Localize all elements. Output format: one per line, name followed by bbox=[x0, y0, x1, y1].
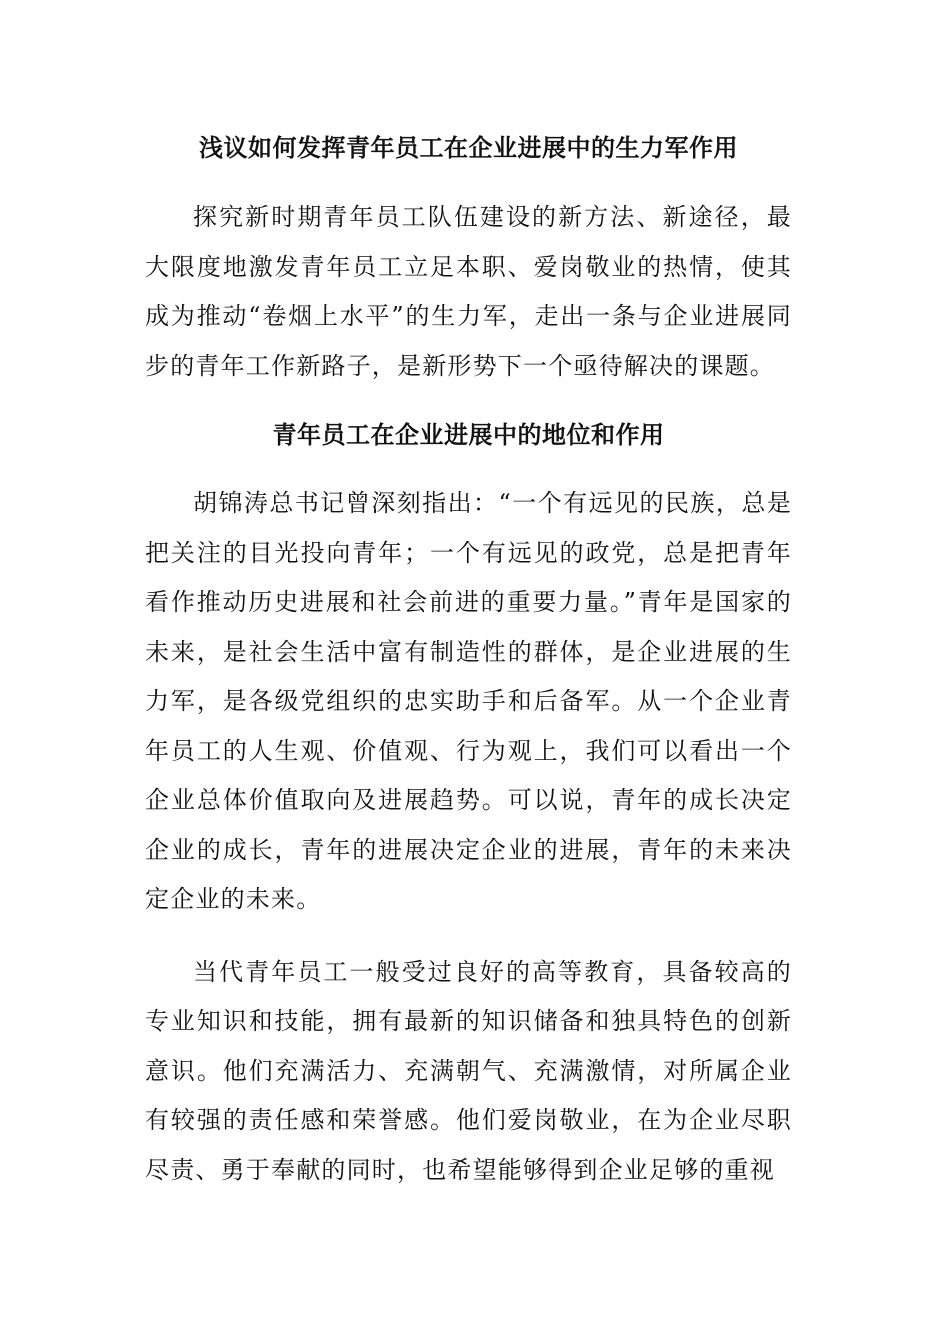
section-heading: 青年员工在企业进展中的地位和作用 bbox=[272, 421, 665, 449]
intro-paragraph: 探究新时期青年员工队伍建设的新方法、新途径，最大限度地激发青年员工立足本职、爱岗敬业的热情，使其成为推动“卷烟上水平”的生力军，走出一条与企业进展同步的青年工作新路子，是新形势下一个亟待解决的课题。 bbox=[145, 203, 792, 380]
body-paragraph-2: 当代青年员工一般受过良好的高等教育，具备较高的专业知识和技能，拥有最新的知识储备和独具特色的创新意识。他们充满活力、充满朝气、充满激情，对所属企业有较强的责任感和荣誉感。他们爱岗敬业，在为企业尽职尽责、勇于奉献的同时，也希望能够得到企业足够的重视 bbox=[145, 957, 792, 1184]
document-title: 浅议如何发挥青年员工在企业进展中的生力军作用 bbox=[199, 134, 738, 162]
body-paragraph-1: 胡锦涛总书记曾深刻指出：“一个有远见的民族，总是把关注的目光投向青年；一个有远见的政党，总是把青年看作推动历史进展和社会前进的重要力量。”青年是国家的未来，是社会生活中富有制造性的群体，是企业进展的生力军，是各级党组织的忠实助手和后备军。从一个企业青年员工的人生观、价值观、行为观上，我们可以看出一个企业总体价值取向及进展趋势。可以说，青年的成长决定企业的成长，青年的进展决定企业的进展，青年的未来决定企业的未来。 bbox=[145, 489, 792, 913]
